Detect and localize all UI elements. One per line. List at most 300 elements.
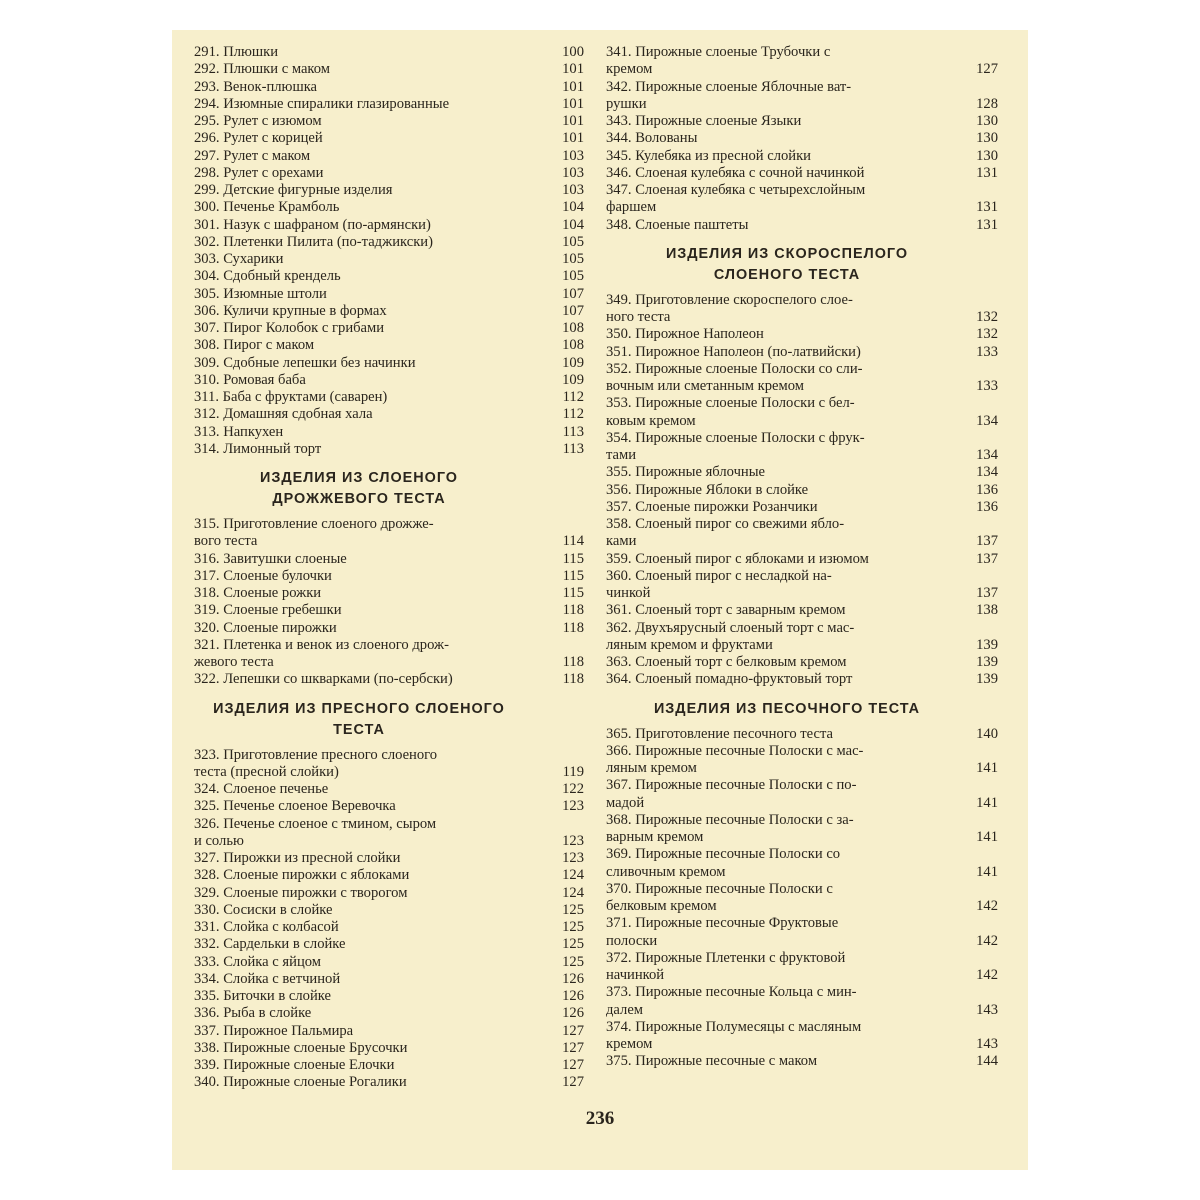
toc-entry-title: кремом — [606, 1036, 653, 1052]
toc-entry — [606, 148, 998, 165]
toc-entry-line — [194, 165, 584, 182]
toc-entry-line — [606, 812, 998, 829]
toc-entry-page: 104 — [562, 199, 584, 216]
toc-entry-page: 103 — [562, 147, 584, 164]
toc-entry-page: 125 — [562, 919, 584, 935]
toc-entry-line — [194, 1040, 584, 1057]
toc-entry-line — [194, 320, 584, 337]
toc-entry — [606, 620, 998, 655]
toc-entry-title: 322. Лепешки со шкварками (по-сербски) — [194, 671, 453, 688]
toc-entry-title: 371. Пирожные песочные Фруктовые — [606, 915, 839, 932]
toc-entry-title: 350. Пирожное Наполеон — [606, 326, 764, 343]
section-heading-line: ДРОЖЖЕВОГО ТЕСТА — [272, 491, 446, 507]
toc-entry-line — [606, 182, 998, 199]
toc-entry — [194, 234, 584, 251]
toc-entry-page: 134 — [976, 412, 998, 429]
toc-entry-line — [194, 654, 584, 671]
toc-entry-title: вочным или сметанным кремом — [606, 378, 804, 394]
toc-entry-page: 127 — [562, 1074, 584, 1091]
toc-entry — [606, 812, 998, 847]
toc-entry-line — [606, 585, 998, 602]
toc-entry-page: 115 — [562, 585, 584, 601]
toc-entry-line — [194, 251, 584, 268]
toc-entry — [194, 568, 584, 585]
toc-entry-title: 335. Биточки в слойке — [194, 988, 331, 1004]
toc-entry-line — [194, 637, 584, 654]
toc-entry-line — [606, 430, 998, 447]
toc-entry-line — [194, 867, 584, 884]
toc-entry-line — [194, 747, 584, 764]
toc-entry-page: 108 — [562, 337, 584, 354]
toc-entry-page: 119 — [562, 763, 584, 780]
toc-entry-title: 314. Лимонный торт — [194, 440, 322, 457]
toc-entry-line — [194, 971, 584, 988]
toc-entry-page: 125 — [562, 901, 584, 918]
toc-entry-title: 373. Пирожные песочные Кольца с мин- — [606, 984, 857, 1001]
toc-entry-title: мадой — [606, 794, 645, 811]
toc-entry-line — [194, 96, 584, 113]
toc-entry-title: варным кремом — [606, 829, 704, 845]
toc-entry-line — [606, 148, 998, 165]
toc-entry-line — [194, 286, 584, 303]
toc-entry-line — [194, 44, 584, 61]
toc-entry-line — [194, 406, 584, 423]
toc-entry-title: 326. Печенье слоеное с тмином, сыром — [194, 815, 437, 832]
toc-entry — [606, 602, 998, 619]
toc-entry — [606, 516, 998, 551]
toc-entry — [194, 148, 584, 165]
toc-entry-title: 363. Слоеный торт с белковым кремом — [606, 654, 847, 670]
toc-entry-page: 136 — [976, 481, 998, 498]
toc-entry-page: 127 — [976, 61, 998, 78]
toc-entry — [194, 620, 584, 637]
toc-entry-line — [194, 113, 584, 130]
toc-entry-page: 138 — [976, 602, 998, 619]
toc-entry-title: 305. Изюмные штоли — [194, 285, 327, 302]
toc-entry-page: 132 — [976, 309, 998, 325]
toc-entry-title: 308. Пирог с маком — [194, 337, 315, 354]
toc-entry-line — [194, 833, 584, 850]
toc-entry-title: 328. Слоеные пирожки с яблоками — [194, 867, 410, 884]
toc-entry-line — [606, 967, 998, 984]
toc-entry-title: фаршем — [606, 199, 657, 216]
toc-entry-line — [194, 764, 584, 781]
toc-entry-line — [194, 182, 584, 199]
toc-entry — [194, 182, 584, 199]
toc-entry-page: 133 — [976, 343, 998, 360]
toc-entry-page: 141 — [976, 760, 998, 776]
toc-entry-line — [194, 148, 584, 165]
toc-entry-line — [194, 1005, 584, 1022]
toc-entry — [194, 671, 584, 688]
toc-entry-line — [194, 268, 584, 285]
toc-entry — [194, 902, 584, 919]
toc-entry-title: начинкой — [606, 967, 665, 983]
toc-entry-title: 355. Пирожные яблочные — [606, 464, 765, 481]
toc-entry-title: 323. Приготовление пресного слоеного — [194, 746, 438, 763]
toc-entry — [194, 79, 584, 96]
toc-entry-line — [194, 355, 584, 372]
toc-entry-line — [606, 726, 998, 743]
toc-entry-title: 374. Пирожные Полумесяцы с масляным — [606, 1018, 862, 1035]
toc-entry — [194, 516, 584, 551]
toc-entry-page: 118 — [562, 619, 584, 636]
toc-entry-line — [194, 424, 584, 441]
toc-entry-line — [194, 798, 584, 815]
toc-column-right — [606, 44, 998, 1071]
toc-entry-page: 141 — [976, 829, 998, 845]
toc-entry — [194, 389, 584, 406]
toc-entry-page: 143 — [976, 1001, 998, 1018]
toc-entry — [606, 217, 998, 234]
toc-entry-page: 144 — [976, 1053, 998, 1070]
toc-entry-title: 351. Пирожное Наполеон (по-латвийски) — [606, 343, 861, 360]
toc-entry-title: ного теста — [606, 309, 671, 325]
toc-entry — [194, 303, 584, 320]
toc-entry-title: 337. Пирожное Пальмира — [194, 1022, 354, 1039]
toc-entry-page: 105 — [562, 233, 584, 250]
toc-entry-page: 103 — [562, 182, 584, 198]
toc-entry — [606, 182, 998, 217]
toc-entry-title: 370. Пирожные песочные Полоски с — [606, 880, 833, 897]
toc-entry-line — [606, 165, 998, 182]
toc-entry-title: тами — [606, 447, 637, 463]
toc-entry-page: 101 — [562, 95, 584, 112]
toc-entry-page: 101 — [562, 130, 584, 147]
toc-entry-line — [606, 199, 998, 216]
toc-entry-title: 316. Завитушки слоеные — [194, 550, 347, 567]
toc-entry-title: 301. Назук с шафраном (по-армянски) — [194, 216, 431, 233]
toc-entry-title: 291. Плюшки — [194, 44, 279, 60]
toc-entry-line — [194, 585, 584, 602]
toc-entry — [194, 781, 584, 798]
toc-entry-line — [606, 1053, 998, 1070]
toc-entry — [606, 395, 998, 430]
toc-entry-title: 365. Приготовление песочного теста — [606, 725, 834, 742]
toc-entry — [194, 850, 584, 867]
toc-entry — [194, 988, 584, 1005]
toc-entry — [606, 950, 998, 985]
toc-entry-line — [194, 988, 584, 1005]
toc-entry-page: 100 — [562, 44, 584, 60]
toc-entry-page: 125 — [562, 953, 584, 970]
toc-entry-title: полоски — [606, 932, 658, 949]
toc-entry-line — [194, 533, 584, 550]
toc-entry-line — [606, 344, 998, 361]
toc-entry-title: 331. Слойка с колбасой — [194, 919, 339, 935]
section-heading-line: СЛОЕНОГО ТЕСТА — [713, 266, 861, 283]
toc-entry-page: 133 — [976, 378, 998, 394]
toc-entry-line — [194, 199, 584, 216]
toc-entry-line — [606, 130, 998, 147]
toc-entry-title: 329. Слоеные пирожки с творогом — [194, 884, 408, 901]
toc-entry-line — [194, 620, 584, 637]
toc-entry-title: 369. Пирожные песочные Полоски со — [606, 846, 841, 863]
toc-entry — [194, 637, 584, 672]
toc-entry — [194, 251, 584, 268]
toc-entry-page: 114 — [562, 533, 584, 550]
toc-entry-line — [194, 602, 584, 619]
toc-entry-title: 362. Двухъярусный слоеный торт с мас- — [606, 619, 855, 636]
toc-entry-title: 352. Пирожные слоеные Полоски со сли- — [606, 360, 863, 377]
toc-entry — [194, 1023, 584, 1040]
toc-entry-page: 141 — [976, 863, 998, 880]
toc-entry-title: 313. Напкухен — [194, 423, 284, 440]
toc-entry — [606, 984, 998, 1019]
toc-entry-title: 310. Ромовая баба — [194, 371, 306, 388]
toc-entry — [194, 602, 584, 619]
toc-entry-page: 104 — [562, 216, 584, 233]
toc-entry-line — [606, 637, 998, 654]
toc-entry-line — [194, 441, 584, 458]
toc-entry-title: 358. Слоеный пирог со свежими ябло- — [606, 516, 845, 532]
toc-entry-title: 321. Плетенка и венок из слоеного дрож- — [194, 636, 449, 653]
toc-entry-line — [606, 654, 998, 671]
toc-entry — [606, 165, 998, 182]
section-heading — [606, 244, 998, 286]
toc-entry-line — [606, 292, 998, 309]
section-heading-line: ИЗДЕЛИЯ ИЗ ПРЕСНОГО СЛОЕНОГО — [213, 700, 505, 717]
toc-entry-line — [606, 1036, 998, 1053]
toc-entry — [606, 344, 998, 361]
toc-entry-page: 137 — [976, 550, 998, 567]
toc-entry-line — [606, 96, 998, 113]
toc-entry-page: 132 — [976, 326, 998, 343]
toc-entry-line — [194, 781, 584, 798]
section-heading — [194, 468, 584, 510]
toc-entry-line — [606, 950, 998, 967]
toc-entry-page: 143 — [976, 1036, 998, 1052]
toc-entry — [606, 846, 998, 881]
toc-entry — [606, 361, 998, 396]
toc-entry-title: 325. Печенье слоеное Веревочка — [194, 798, 396, 815]
toc-entry — [194, 747, 584, 782]
toc-entry-page: 134 — [976, 464, 998, 481]
toc-entry-page: 142 — [976, 898, 998, 914]
toc-entry-line — [606, 44, 998, 61]
toc-entry-line — [606, 309, 998, 326]
toc-entry-title: белковым кремом — [606, 898, 717, 914]
toc-entry-line — [194, 372, 584, 389]
toc-entry-title: 295. Рулет с изюмом — [194, 113, 322, 129]
toc-entry-title: 364. Слоеный помадно-фруктовый торт — [606, 671, 853, 688]
toc-entry — [606, 292, 998, 327]
toc-entry-line — [606, 499, 998, 516]
toc-entry-line — [606, 568, 998, 585]
toc-entry-page: 137 — [976, 533, 998, 550]
toc-entry-title: 298. Рулет с орехами — [194, 164, 324, 181]
toc-entry-page: 130 — [976, 147, 998, 164]
toc-entry-title: кремом — [606, 61, 653, 78]
toc-entry-title: 342. Пирожные слоеные Яблочные ват- — [606, 78, 852, 95]
toc-entry-page: 139 — [976, 654, 998, 670]
toc-entry-title: 299. Детские фигурные изделия — [194, 182, 393, 198]
toc-entry-line — [606, 464, 998, 481]
toc-entry-line — [606, 551, 998, 568]
toc-entry — [194, 44, 584, 61]
toc-entry-page: 101 — [562, 78, 584, 95]
toc-entry-page: 123 — [562, 850, 584, 866]
toc-entry-line — [606, 413, 998, 430]
toc-entry — [194, 1005, 584, 1022]
toc-entry-title: вого теста — [194, 533, 258, 550]
toc-entry — [194, 406, 584, 423]
toc-entry-page: 107 — [562, 302, 584, 319]
toc-entry-page: 108 — [562, 320, 584, 336]
toc-entry — [194, 551, 584, 568]
toc-entry-page: 126 — [562, 1005, 584, 1022]
toc-entry-line — [606, 881, 998, 898]
toc-entry-title: 343. Пирожные слоеные Языки — [606, 113, 802, 129]
toc-entry-title: 315. Приготовление слоеного дрожже- — [194, 516, 434, 532]
toc-entry-line — [194, 130, 584, 147]
toc-entry — [194, 441, 584, 458]
toc-entry — [606, 44, 998, 79]
toc-entry-page: 109 — [562, 371, 584, 388]
toc-entry — [606, 915, 998, 950]
toc-entry-page: 127 — [562, 1039, 584, 1056]
toc-entry-title: 356. Пирожные Яблоки в слойке — [606, 481, 809, 498]
toc-entry-page: 103 — [562, 164, 584, 181]
section-heading-line: ИЗДЕЛИЯ ИЗ СКОРОСПЕЛОГО — [665, 245, 909, 262]
toc-entry-line — [194, 61, 584, 78]
toc-entry — [194, 286, 584, 303]
toc-entry — [194, 424, 584, 441]
toc-entry-line — [606, 933, 998, 950]
toc-entry-page: 126 — [562, 988, 584, 1004]
toc-entry-page: 115 — [562, 550, 584, 567]
toc-entry-title: 311. Баба с фруктами (саварен) — [194, 389, 388, 405]
toc-entry-title: рушки — [606, 95, 647, 112]
toc-entry — [194, 96, 584, 113]
section-heading — [606, 699, 998, 720]
toc-entry-title: 297. Рулет с маком — [194, 147, 311, 164]
toc-entry — [194, 61, 584, 78]
toc-entry-title: 340. Пирожные слоеные Рогалики — [194, 1074, 407, 1091]
toc-entry-line — [606, 447, 998, 464]
toc-entry — [606, 464, 998, 481]
toc-entry-page: 118 — [562, 654, 584, 670]
toc-entry-page: 128 — [976, 95, 998, 112]
toc-entry-title: 300. Печенье Крамболь — [194, 199, 340, 216]
toc-entry — [194, 885, 584, 902]
toc-entry-page: 118 — [562, 602, 584, 619]
toc-entry-line — [606, 915, 998, 932]
toc-entry-title: 336. Рыба в слойке — [194, 1005, 312, 1022]
toc-entry-title: далем — [606, 1001, 644, 1018]
toc-entry-title: 307. Пирог Колобок с грибами — [194, 320, 385, 336]
toc-entry-title: 341. Пирожные слоеные Трубочки с — [606, 44, 831, 60]
toc-entry-title: 359. Слоеный пирог с яблоками и изюмом — [606, 550, 869, 567]
toc-entry-page: 113 — [562, 423, 584, 440]
toc-entry-title: 361. Слоеный торт с заварным кремом — [606, 602, 846, 619]
toc-entry-title: 296. Рулет с корицей — [194, 130, 323, 147]
toc-entry-line — [606, 113, 998, 130]
toc-entry-title: 368. Пирожные песочные Полоски с за- — [606, 811, 854, 828]
toc-entry-page: 140 — [976, 725, 998, 742]
toc-entry-line — [194, 919, 584, 936]
toc-entry-line — [606, 533, 998, 550]
toc-entry-title: 372. Пирожные Плетенки с фруктовой — [606, 949, 846, 966]
toc-entry-title: 334. Слойка с ветчиной — [194, 970, 341, 987]
toc-entry-title: 367. Пирожные песочные Полоски с по- — [606, 777, 857, 794]
toc-entry-title: ляным кремом — [606, 760, 697, 776]
toc-entry — [194, 355, 584, 372]
toc-entry-line — [194, 234, 584, 251]
toc-entry — [606, 1053, 998, 1070]
toc-entry-line — [194, 217, 584, 234]
toc-entry-page: 136 — [976, 498, 998, 515]
toc-entry — [194, 816, 584, 851]
toc-entry-title: 345. Кулебяка из пресной слойки — [606, 147, 811, 164]
toc-entry-title: 312. Домашняя сдобная хала — [194, 406, 373, 423]
toc-entry-page: 131 — [976, 199, 998, 216]
toc-entry-line — [194, 850, 584, 867]
toc-entry-page: 122 — [562, 781, 584, 797]
toc-entry-title: теста (пресной слойки) — [194, 763, 339, 780]
toc-entry — [606, 499, 998, 516]
toc-entry — [606, 113, 998, 130]
toc-entry-page: 134 — [976, 447, 998, 463]
toc-entry — [606, 1019, 998, 1054]
toc-entry-line — [606, 760, 998, 777]
toc-entry-page: 123 — [562, 798, 584, 815]
toc-entry-line — [606, 829, 998, 846]
toc-entry-line — [606, 1002, 998, 1019]
toc-entry-line — [606, 602, 998, 619]
toc-entry — [606, 777, 998, 812]
toc-entry — [194, 867, 584, 884]
toc-entry-title: 327. Пирожки из пресной слойки — [194, 850, 401, 866]
toc-entry-title: 317. Слоеные булочки — [194, 567, 332, 584]
toc-entry — [606, 568, 998, 603]
toc-column-left — [194, 44, 584, 1092]
toc-entry-line — [606, 1019, 998, 1036]
toc-entry-line — [606, 777, 998, 794]
toc-entry-title: 344. Волованы — [606, 130, 698, 147]
toc-entry-title: 357. Слоеные пирожки Розанчики — [606, 498, 818, 515]
toc-entry-line — [606, 620, 998, 637]
toc-entry — [194, 217, 584, 234]
toc-entry — [194, 954, 584, 971]
toc-entry-line — [606, 79, 998, 96]
toc-entry-line — [606, 516, 998, 533]
toc-entry-line — [606, 743, 998, 760]
book-page — [172, 30, 1028, 1170]
toc-entry-title: 330. Сосиски в слойке — [194, 901, 333, 918]
toc-entry-page: 125 — [562, 936, 584, 953]
toc-entry-title: 353. Пирожные слоеные Полоски с бел- — [606, 395, 855, 412]
toc-entry — [194, 113, 584, 130]
toc-entry-page: 124 — [562, 884, 584, 901]
toc-entry-line — [194, 551, 584, 568]
toc-entry-title: 306. Куличи крупные в формах — [194, 302, 387, 319]
toc-entry-title: 333. Слойка с яйцом — [194, 953, 322, 970]
toc-entry — [194, 971, 584, 988]
toc-entry-line — [606, 61, 998, 78]
toc-entry — [606, 326, 998, 343]
toc-entry-line — [606, 395, 998, 412]
toc-entry-title: чинкой — [606, 585, 651, 601]
toc-entry-title: 338. Пирожные слоеные Брусочки — [194, 1039, 408, 1056]
toc-entry-line — [606, 671, 998, 688]
section-heading — [194, 699, 584, 741]
toc-entry-page: 131 — [976, 216, 998, 233]
toc-entry-title: 319. Слоеные гребешки — [194, 602, 342, 619]
toc-entry-page: 130 — [976, 130, 998, 147]
toc-entry-title: 360. Слоеный пирог с несладкой на- — [606, 567, 832, 584]
toc-entry-line — [606, 217, 998, 234]
